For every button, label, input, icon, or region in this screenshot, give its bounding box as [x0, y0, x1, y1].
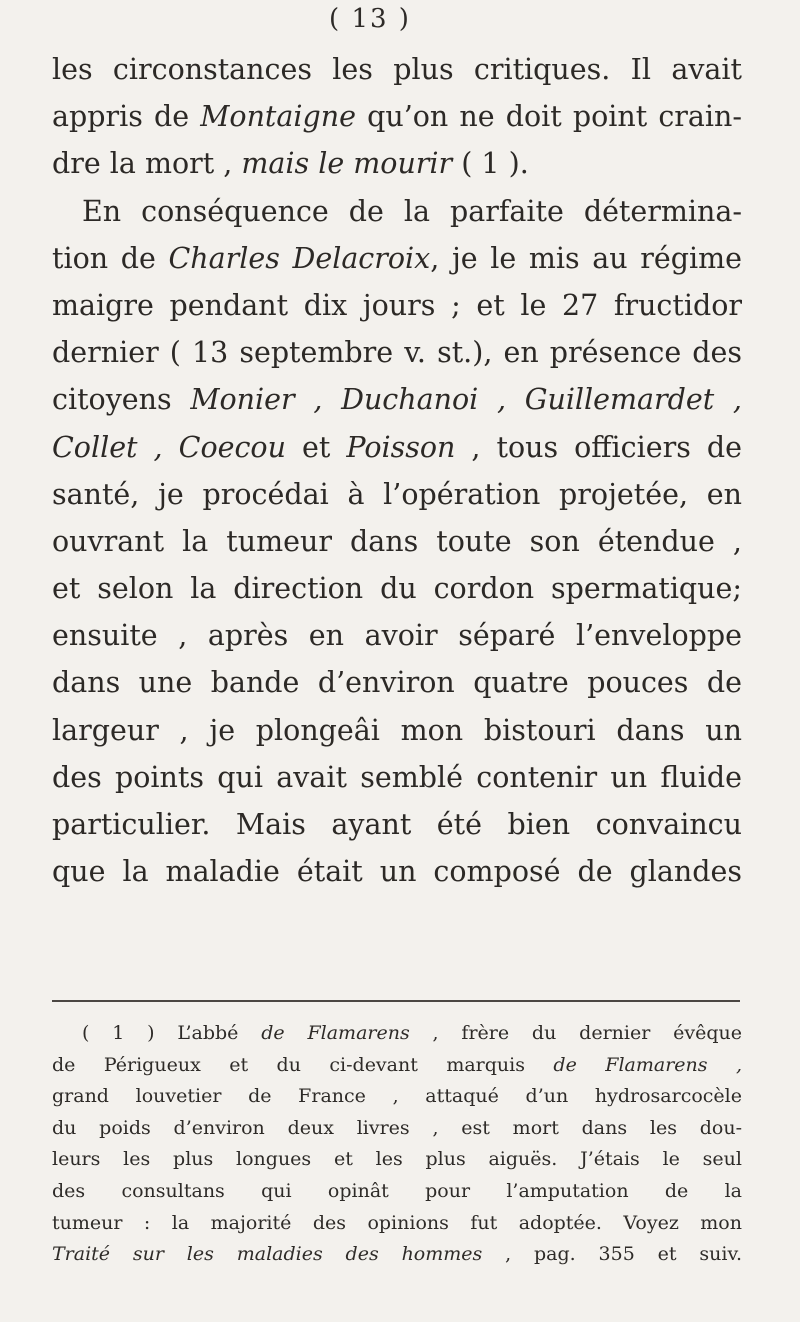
text-line: appris de Montaigne qu’on ne doit point crain-: [52, 100, 742, 134]
text-line: Collet , Coecou et Poisson , tous officiers de: [52, 430, 743, 464]
italic-name: de Flamarens ,: [553, 1053, 743, 1076]
text-line: ouvrant la tumeur dans toute son étendue ,: [52, 524, 742, 558]
italic-name: Montaigne: [200, 100, 356, 134]
italic-names: Collet , Coecou: [52, 430, 286, 464]
footnote-line: tumeur : la majorité des opinions fut adoptée. Voyez mon: [52, 1211, 742, 1234]
page-number: ( 13 ): [329, 4, 411, 34]
italic-name: Poisson: [346, 430, 456, 464]
text-line: dernier ( 13 septembre v. st.), en présence des: [52, 336, 742, 370]
italic-name: de Flamarens: [261, 1022, 410, 1044]
footnote-line: du poids d’environ deux livres , est mort dans les dou-: [52, 1116, 742, 1139]
text-line: et selon la direction du cordon spermatique;: [52, 572, 742, 606]
text-line: santé, je procédai à l’opération projetée, en: [52, 477, 742, 511]
footnote-line: Traité sur les maladies des hommes , pag. 355 et suiv.: [52, 1243, 742, 1266]
text-line: En conséquence de la parfaite détermina-: [82, 194, 742, 228]
text-line: largeur , je plongeâi mon bistouri dans un: [52, 713, 742, 747]
italic-phrase: mais le mourir: [241, 147, 453, 181]
footnote: [52, 1018, 742, 1271]
text-line: maigre pendant dix jours ; et le 27 fructidor: [52, 288, 742, 322]
text-line: dre la mort , mais le mourir ( 1 ).: [52, 147, 529, 181]
italic-names: Monier , Duchanoi , Guillemardet ,: [190, 383, 742, 417]
footnote-line: grand louvetier de France , attaqué d’un hydrosarcocèle: [52, 1085, 742, 1108]
footnote-divider: [52, 1000, 740, 1002]
footnote-line: ( 1 ) L’abbé de Flamarens , frère du dernier évêque: [82, 1022, 742, 1044]
text-line: tion de Charles Delacroix, je le mis au régime: [52, 241, 743, 275]
text-line: des points qui avait semblé contenir un fluide: [52, 760, 742, 794]
italic-title: Traité sur les maladies des hommes: [52, 1243, 483, 1266]
text-line: ensuite , après en avoir séparé l’enveloppe: [52, 619, 742, 653]
italic-name: Charles Delacroix: [168, 241, 431, 275]
footnote-line: des consultans qui opinât pour l’amputation de la: [52, 1179, 742, 1202]
text-line: dans une bande d’environ quatre pouces de: [52, 666, 742, 700]
main-text: [52, 46, 742, 895]
text-line: particulier. Mais ayant été bien convaincu: [52, 808, 742, 841]
text-line: que la maladie était un composé de glandes: [52, 855, 742, 889]
footnote-line: de Périgueux et du ci-devant marquis de Flamarens ,: [52, 1053, 743, 1076]
text-line: citoyens Monier , Duchanoi , Guillemardet ,: [52, 383, 742, 417]
text-line: les circonstances les plus critiques. Il avait: [52, 53, 742, 86]
footnote-line: leurs les plus longues et les plus aiguës. J’étais le seul: [52, 1148, 742, 1171]
